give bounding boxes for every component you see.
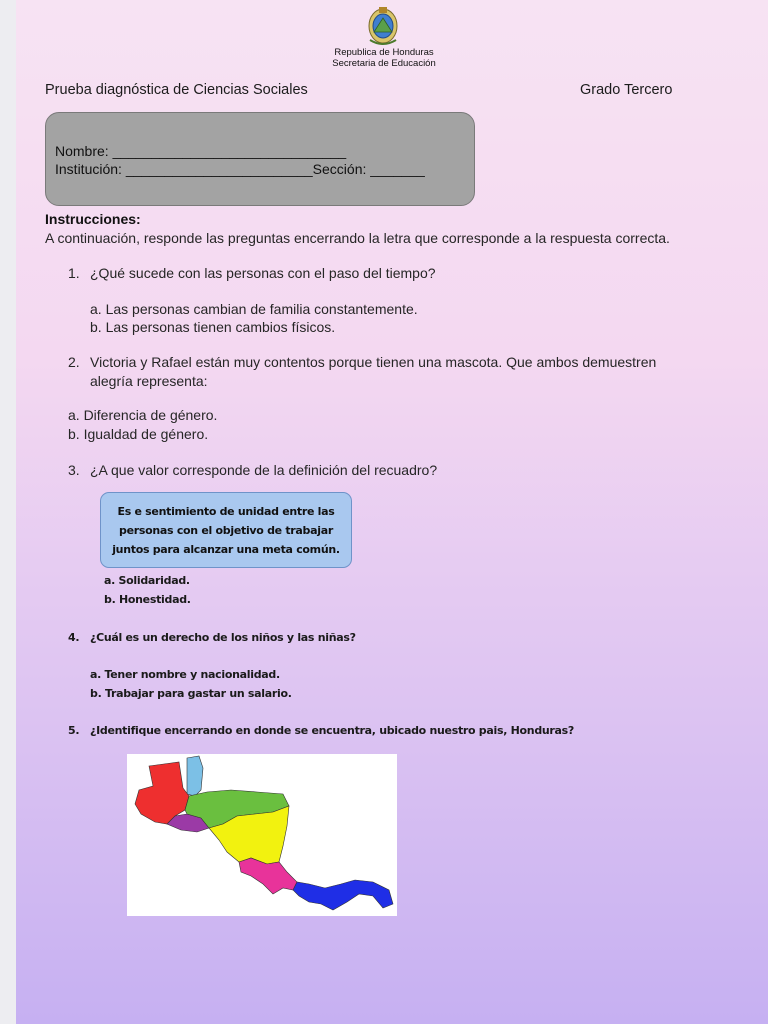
header-republic: Republica de Honduras [334, 47, 434, 58]
name-field[interactable]: Nombre: ______________________________ [55, 143, 347, 159]
q3-number: 3. [68, 462, 80, 478]
q4-option-b[interactable]: b. Trabajar para gastar un salario. [90, 687, 292, 700]
q5-number: 5. [68, 724, 80, 737]
header-secretaria: Secretaria de Educación [332, 58, 436, 69]
honduras-coat-of-arms-icon [365, 4, 401, 46]
instructions-heading: Instrucciones: [45, 211, 141, 227]
q1-text: ¿Qué sucede con las personas con el paso del tiempo? [90, 265, 436, 281]
central-america-map[interactable] [127, 754, 397, 916]
page-edge [0, 0, 16, 1024]
map-belize[interactable] [187, 756, 203, 796]
q5-text: ¿Identifique encerrando en donde se encuentra, ubicado nuestro pais, Honduras? [90, 724, 575, 737]
q1-option-a[interactable]: a. Las personas cambian de familia constantemente. [90, 301, 418, 317]
test-title: Prueba diagnóstica de Ciencias Sociales [45, 82, 308, 98]
q2-text-line1: Victoria y Rafael están muy contentos porque tienen una mascota. Que ambos demuestren [90, 354, 657, 370]
instructions-text: A continuación, responde las preguntas encerrando la letra que corresponde a la respuesta correcta. [45, 230, 670, 246]
definition-box: Es e sentimiento de unidad entre las personas con el objetivo de trabajar juntos para alcanzar una meta común. [100, 492, 352, 568]
q4-number: 4. [68, 631, 80, 644]
q2-option-a[interactable]: a. Diferencia de género. [68, 407, 218, 423]
q3-option-a[interactable]: a. Solidaridad. [104, 574, 190, 587]
q2-option-b[interactable]: b. Igualdad de género. [68, 426, 209, 442]
student-info-box [45, 112, 475, 206]
institution-section-field[interactable]: Institución: ________________________Sección: _______ [55, 161, 425, 177]
q4-text: ¿Cuál es un derecho de los niños y las niñas? [90, 631, 356, 644]
grade-label: Grado Tercero [580, 82, 673, 98]
q3-option-b[interactable]: b. Honestidad. [104, 593, 191, 606]
map-guatemala[interactable] [135, 762, 189, 824]
q1-option-b[interactable]: b. Las personas tienen cambios físicos. [90, 319, 336, 335]
q4-option-a[interactable]: a. Tener nombre y nacionalidad. [90, 668, 280, 681]
q1-number: 1. [68, 265, 80, 281]
map-panama[interactable] [293, 880, 393, 910]
q2-text-line2: alegría representa: [90, 373, 208, 389]
q3-text: ¿A que valor corresponde de la definición del recuadro? [90, 462, 438, 478]
q2-number: 2. [68, 354, 80, 370]
